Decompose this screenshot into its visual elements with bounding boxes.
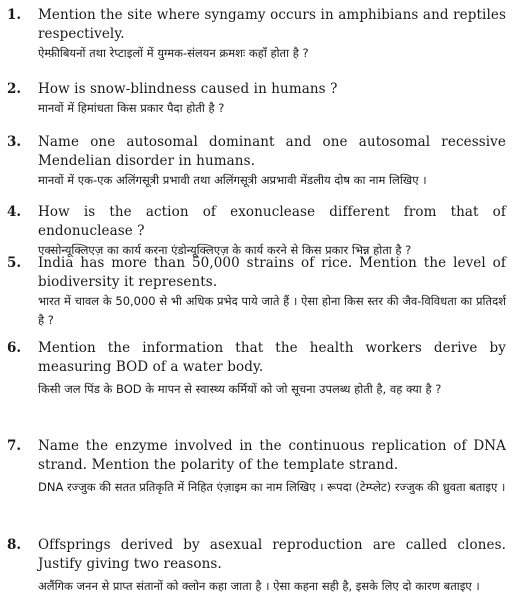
question-number: 3. <box>7 134 22 150</box>
question-text-hindi: भारत में चावल के 50,000 से भी अधिक प्रभेद पाये जाते हैं । ऐसा होना किस स्तर की जैव-विविधता का प्रतिदर्श है ? <box>38 294 506 327</box>
question-text-hindi: DNA रज्जुक की सतत प्रतिकृति में निहित एंज़ाइम का नाम लिखिए । रूपदा (टेम्प्लेट) रज्जुक की ध्रुवता बताइए । <box>38 480 506 494</box>
question-text-hindi: मानवों में हिमांधता किस प्रकार पैदा होती है ? <box>38 101 225 115</box>
question-number: 7. <box>7 438 22 454</box>
question-text-english: India has more than 50,000 strains of rice. Mention the level of biodiversity it represents. <box>38 255 506 290</box>
question-text-hindi: ऐम्फ़ीबियनों तथा रेप्टाइलों में युग्मक-संलयन क्रमशः कहाँ होता है ? <box>38 46 309 60</box>
question-text-english: Mention the site where syngamy occurs in amphibians and reptiles respectively. <box>38 7 506 42</box>
question-number: 1. <box>7 7 22 23</box>
question-text-english: How is snow-blindness caused in humans ? <box>38 81 338 97</box>
question-text-english: Name one autosomal dominant and one autosomal recessive Mendelian disorder in humans. <box>38 134 506 169</box>
question-text-hindi: एक्सोन्यूक्लिएज़ का कार्य करना एंडोन्यूक्लिएज़ के कार्य करने से किस प्रकार भिन्न होता है ? <box>38 243 412 257</box>
question-number: 8. <box>7 537 22 553</box>
question-text-hindi: मानवों में एक-एक अलिंगसूत्री प्रभावी तथा अलिंगसूत्री अप्रभावी मेंडलीय दोष का नाम लिखिए । <box>38 173 427 187</box>
question-text-english: Mention the information that the health workers derive by measuring BOD of a water body. <box>38 340 506 375</box>
question-text-english: Name the enzyme involved in the continuous replication of DNA strand. Mention the polarity of the template strand. <box>38 438 506 473</box>
question-number: 5. <box>7 255 22 271</box>
question-number: 2. <box>7 81 22 97</box>
question-text-english: Offsprings derived by asexual reproduction are called clones. Justify giving two reasons. <box>38 537 506 572</box>
question-text-hindi: अलैंगिक जनन से प्राप्त संतानों को क्लोन कहा जाता है । ऐसा कहना सही है, इसके लिए दो कारण बताइए । <box>38 579 480 593</box>
question-text-english: How is the action of exonuclease different from that of endonuclease ? <box>38 204 506 239</box>
question-number: 4. <box>7 204 22 220</box>
question-text-hindi: किसी जल पिंड के BOD के मापन से स्वास्थ्य कर्मियों को जो सूचना उपलब्ध होती है, वह क्या है ? <box>38 382 442 396</box>
question-number: 6. <box>7 340 22 356</box>
